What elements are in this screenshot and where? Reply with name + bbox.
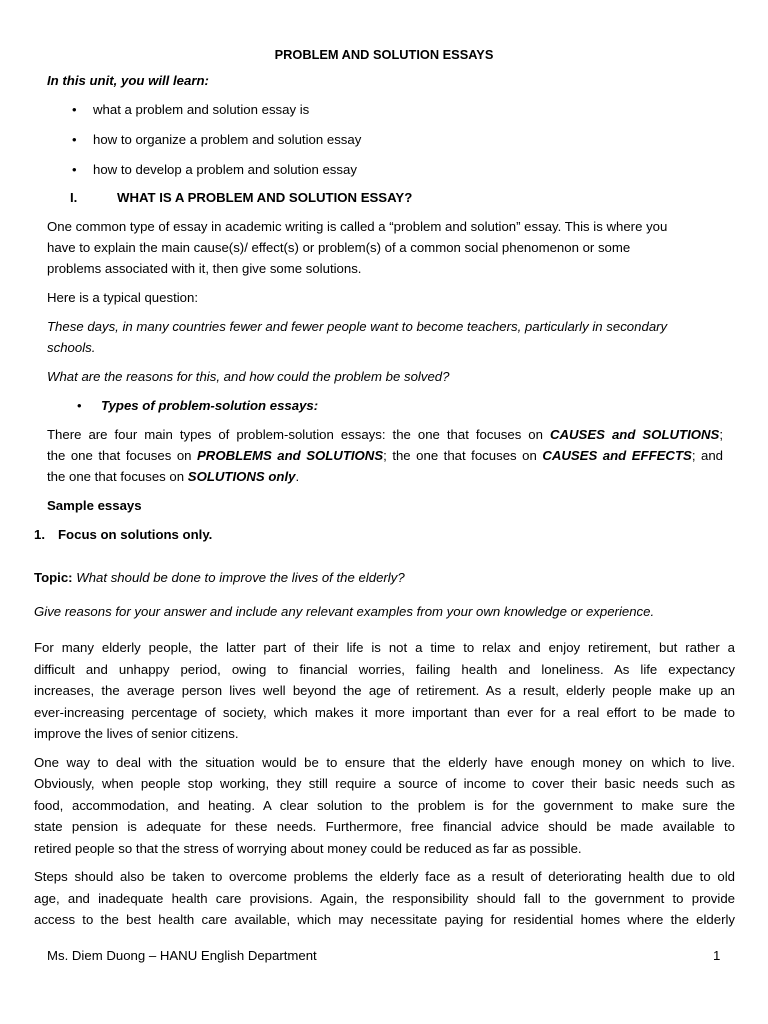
para1-line: difficult and unhappy period, owing to financial worries, failing health and loneliness. As life expectancy	[34, 662, 735, 677]
para1-line: increases, the average person lives well beyond the age of retirement. As a result, elderly people make up an	[34, 683, 735, 698]
bullet-icon: •	[72, 132, 77, 147]
types-line: There are four main types of problem-solution essays: the one that focuses on CAUSES and SOLUTIONS;	[47, 427, 723, 442]
bullet-icon: •	[72, 102, 77, 117]
para2-line: One way to deal with the situation would be to ensure that the elderly have enough money on which to live.	[34, 755, 735, 770]
typical-question-label: Here is a typical question:	[47, 290, 198, 305]
question-line: These days, in many countries fewer and fewer people want to become teachers, particularly in secondary	[47, 319, 668, 334]
focus-number: 1.	[34, 527, 45, 542]
para2-line: Obviously, when people stop working, they still require a source of income to cover their basic needs such as	[34, 776, 735, 791]
section-number: I.	[70, 190, 78, 205]
page-number: 1	[713, 948, 721, 963]
intro-line: problems associated with it, then give some solutions.	[47, 261, 362, 276]
question-line-2: What are the reasons for this, and how could the problem be solved?	[47, 369, 450, 384]
para3-line: age, and inadequate health care provisions. Again, the responsibility should fall to the government to provide	[34, 891, 735, 906]
footer-author: Ms. Diem Duong – HANU English Department	[47, 948, 317, 963]
para3-line: access to the best health care available, which may necessitate paying for residential homes where the elderly	[34, 912, 735, 927]
para1-line: improve the lives of senior citizens.	[34, 726, 239, 741]
intro-heading: In this unit, you will learn:	[47, 73, 209, 88]
learn-item: what a problem and solution essay is	[93, 102, 310, 117]
learn-item: how to develop a problem and solution essay	[93, 162, 357, 177]
section-heading: WHAT IS A PROBLEM AND SOLUTION ESSAY?	[117, 190, 413, 205]
bullet-icon: •	[72, 162, 77, 177]
question-line: schools.	[47, 340, 96, 355]
para2-line: retired people so that the stress of worrying about money could be reduced as far as possible.	[34, 841, 582, 856]
types-line: the one that focuses on PROBLEMS and SOLUTIONS; the one that focuses on CAUSES and EFFECTS; and	[47, 448, 723, 463]
para2-line: food, accommodation, and heating. A clear solution to the problem is for the government to make sure the	[34, 798, 735, 813]
learn-item: how to organize a problem and solution essay	[93, 132, 362, 147]
page-title: PROBLEM AND SOLUTION ESSAYS	[274, 47, 494, 62]
intro-line: have to explain the main cause(s)/ effect(s) or problem(s) of a common social phenomenon or some	[47, 240, 631, 255]
types-line: the one that focuses on SOLUTIONS only.	[47, 469, 300, 484]
para3-line: Steps should also be taken to overcome problems the elderly face as a result of deteriorating health due to old	[34, 869, 735, 884]
bullet-icon: •	[77, 398, 82, 413]
para1-line: For many elderly people, the latter part of their life is not a time to relax and enjoy retirement, but rather a	[34, 640, 735, 655]
para1-line: ever-increasing percentage of society, which makes it more important than ever for a real effort to be made to	[34, 705, 735, 720]
topic-line: Topic: What should be done to improve the lives of the elderly?	[34, 570, 405, 585]
give-reasons: Give reasons for your answer and include any relevant examples from your own knowledge or experience.	[34, 604, 655, 619]
intro-line: One common type of essay in academic writing is called a “problem and solution” essay. This is where you	[47, 219, 668, 234]
types-heading: Types of problem-solution essays:	[101, 398, 319, 413]
sample-heading: Sample essays	[47, 498, 142, 513]
focus-heading: Focus on solutions only.	[58, 527, 213, 542]
para2-line: state pension is adequate for these needs. Furthermore, free financial advice should be made available to	[34, 819, 735, 834]
